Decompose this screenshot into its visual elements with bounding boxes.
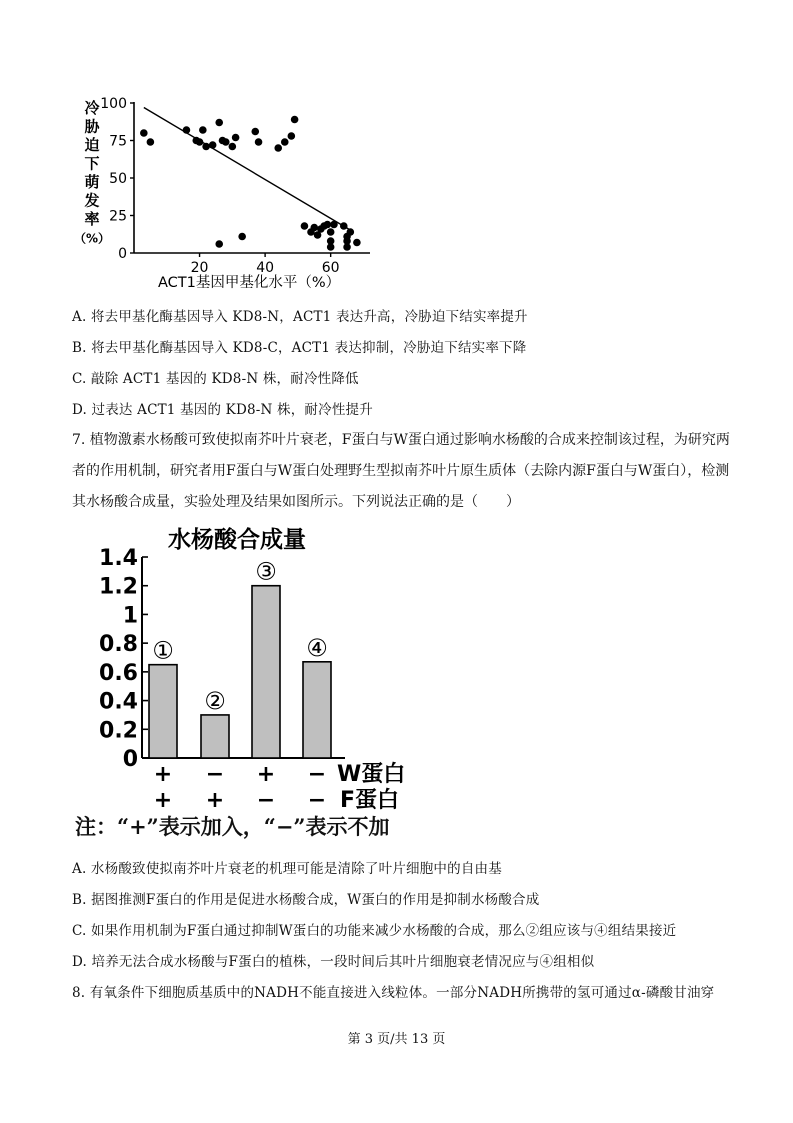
f-protein-sign: +	[205, 788, 225, 813]
bar	[149, 665, 177, 758]
f-protein-sign: +	[153, 788, 173, 813]
scatter-point	[310, 224, 318, 232]
scatter-y-label-char: 萌	[84, 173, 100, 191]
scatter-y-tick-label: 0	[118, 246, 127, 262]
bar-y-tick-label: 1.2	[99, 574, 138, 600]
scatter-x-axis-label: ACT1基因甲基化水平（%）	[158, 275, 341, 291]
scatter-x-tick-label: 60	[321, 260, 340, 276]
bar-y-tick-label: 0.8	[99, 632, 138, 658]
scatter-point	[327, 243, 335, 251]
page-footer: 第 3 页/共 13 页	[347, 1032, 446, 1047]
q8-stem: 8. 有氧条件下细胞质基质中的NADH不能直接进入线粒体。一部分NADH所携带的氢可通过α-磷酸甘油穿	[72, 985, 715, 1001]
q6-option-c: C. 敲除 ACT1 基因的 KD8-N 株，耐冷性降低	[72, 371, 359, 387]
bar-y-tick-label: 1	[122, 603, 138, 629]
f-protein-label: F蛋白	[340, 788, 400, 813]
scatter-y-tick-label: 25	[109, 208, 127, 225]
scatter-y-label-char: 率	[84, 210, 100, 228]
scatter-point	[291, 116, 299, 124]
q6-option-b: B. 将去甲基化酶基因导入 KD8-C，ACT1 表达抑制，冷胁迫下结实率下降	[72, 340, 527, 356]
scatter-point	[229, 143, 237, 151]
scatter-point	[147, 138, 155, 146]
scatter-y-tick-label: 50	[109, 171, 127, 187]
scatter-point	[199, 126, 207, 134]
scatter-x-tick-label: 20	[190, 260, 209, 276]
q6-option-a: A. 将去甲基化酶基因导入 KD8-N，ACT1 表达升高，冷胁迫下结实率提升	[72, 309, 528, 325]
q7-option-a: A. 水杨酸致使拟南芥叶片衰老的机理可能是清除了叶片细胞中的自由基	[72, 861, 502, 877]
scatter-chart	[70, 90, 390, 300]
bar-y-tick-label: 0.6	[99, 660, 138, 686]
scatter-y-label-char: 迫	[84, 136, 100, 154]
scatter-point	[343, 237, 351, 245]
bar	[252, 586, 280, 758]
scatter-point	[215, 240, 223, 248]
scatter-y-tick-label: 100	[100, 96, 127, 112]
f-protein-sign: −	[307, 788, 327, 813]
scatter-point	[327, 228, 335, 236]
bar	[303, 662, 331, 758]
scatter-point	[140, 129, 148, 137]
q7-option-d: D. 培养无法合成水杨酸与F蛋白的植株，一段时间后其叶片细胞衰老情况应与④组相似	[72, 954, 595, 970]
scatter-x-tick-label: 40	[256, 260, 275, 276]
scatter-point	[288, 132, 296, 140]
w-protein-sign: −	[205, 762, 225, 787]
scatter-trendline	[144, 108, 354, 233]
bar-category-label: ④	[306, 633, 328, 662]
scatter-point	[324, 221, 332, 229]
bar-chart	[70, 518, 450, 813]
scatter-point	[255, 138, 263, 146]
w-protein-sign: −	[307, 762, 327, 787]
scatter-y-label-char: 胁	[84, 117, 100, 136]
q7-option-c: C. 如果作用机制为F蛋白通过抑制W蛋白的功能来减少水杨酸的合成，那么②组应该与④组结果接近	[72, 923, 677, 939]
bar-chart-title: 水杨酸合成量	[168, 527, 306, 553]
scatter-y-label-char: 下	[84, 154, 100, 173]
bar-y-tick-label: 0	[122, 747, 138, 772]
scatter-point	[238, 233, 246, 241]
bar-y-tick-label: 0.4	[99, 689, 138, 715]
w-protein-label: W蛋白	[337, 762, 406, 787]
q6-option-d: D. 过表达 ACT1 基因的 KD8-N 株，耐冷性提升	[72, 402, 373, 418]
w-protein-sign: +	[256, 762, 276, 787]
scatter-point	[274, 144, 282, 152]
bar-category-label: ②	[204, 686, 226, 715]
bar-category-label: ③	[255, 557, 277, 586]
scatter-point	[353, 239, 361, 247]
f-protein-sign: −	[256, 788, 276, 813]
bar	[201, 715, 229, 758]
q7-stem: 7. 植物激素水杨酸可致使拟南芥叶片衰老，F蛋白与W蛋白通过影响水杨酸的合成来控制该过程，为研究两者的作用机制，研究者用F蛋白与W蛋白处理野生型拟南芥叶片原生质体（去除内源F蛋白与W蛋白），检测其水杨酸合成量，实验处理及结果如图所示。下列说法正确的是（ ）	[72, 432, 730, 510]
scatter-y-label-char: 发	[84, 191, 100, 210]
bar-y-tick-label: 0.2	[99, 718, 138, 744]
scatter-point	[232, 134, 240, 142]
scatter-y-tick-label: 75	[109, 133, 127, 150]
scatter-point	[222, 138, 230, 146]
q7-option-b: B. 据图推测F蛋白的作用是促进水杨酸合成，W蛋白的作用是抑制水杨酸合成	[72, 892, 540, 908]
chart-note: 注：“+”表示加入，“−”表示不加	[75, 814, 390, 839]
scatter-point	[281, 138, 289, 146]
scatter-point	[301, 222, 309, 230]
bar-y-tick-label: 1.4	[99, 546, 138, 571]
scatter-y-label-char: （%）	[73, 231, 111, 246]
scatter-y-label-char: 冷	[84, 99, 100, 117]
scatter-y-axis-label	[74, 99, 110, 246]
scatter-point	[251, 128, 259, 136]
bar-category-label: ①	[152, 636, 174, 665]
scatter-point	[215, 119, 223, 127]
w-protein-sign: +	[153, 762, 173, 787]
